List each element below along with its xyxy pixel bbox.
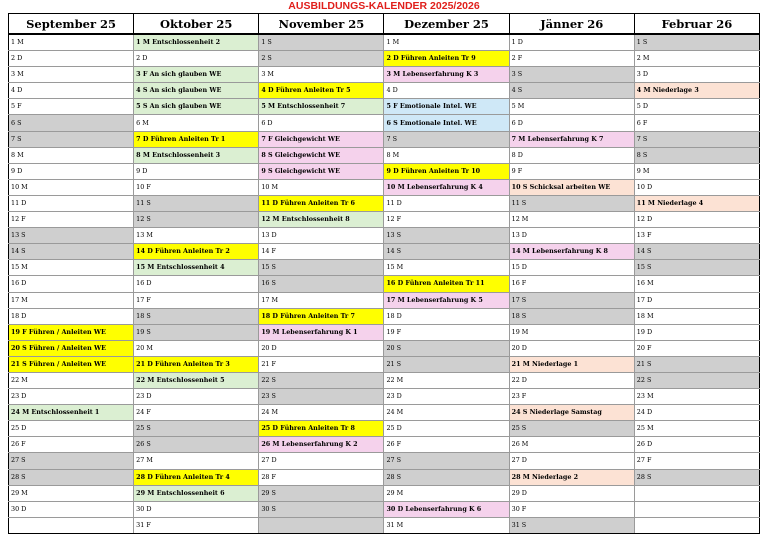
day-cell: 29 M Entschlossenheit 6 <box>134 485 259 501</box>
day-cell: 7 D Führen Anleiten Tr 1 <box>134 131 259 147</box>
day-cell: 27 S <box>9 453 134 469</box>
day-cell: 15 M <box>384 260 509 276</box>
day-cell: 18 S <box>134 308 259 324</box>
day-cell: 26 F <box>9 437 134 453</box>
day-cell: 25 S <box>509 421 634 437</box>
day-cell: 21 M Niederlage 1 <box>509 356 634 372</box>
day-cell: 24 S Niederlage Samstag <box>509 405 634 421</box>
calendar-title: AUSBILDUNGS-KALENDER 2025/2026 <box>288 0 480 12</box>
day-cell: 25 M <box>634 421 759 437</box>
calendar-row <box>9 179 760 195</box>
day-cell: 9 D Führen Anleiten Tr 10 <box>384 163 509 179</box>
day-cell: 10 S Schicksal arbeiten WE <box>509 179 634 195</box>
calendar-row <box>9 195 760 211</box>
day-cell: 6 M <box>134 115 259 131</box>
day-cell: 8 S Gleichgewicht WE <box>259 147 384 163</box>
calendar-row <box>9 453 760 469</box>
calendar-table <box>8 13 760 534</box>
day-cell: 7 S <box>384 131 509 147</box>
day-cell: 18 M <box>634 308 759 324</box>
day-cell: 25 D Führen Anleiten Tr 8 <box>259 421 384 437</box>
day-cell: 11 D <box>384 195 509 211</box>
day-cell: 8 D <box>509 147 634 163</box>
day-cell: 24 F <box>134 405 259 421</box>
day-cell: 31 S <box>509 517 634 533</box>
day-cell: 17 S <box>509 292 634 308</box>
day-cell: 21 F <box>259 356 384 372</box>
day-cell: 6 S <box>9 115 134 131</box>
day-cell: 26 F <box>384 437 509 453</box>
day-cell: 7 S <box>634 131 759 147</box>
day-cell: 23 M <box>634 389 759 405</box>
day-cell: 13 M <box>134 228 259 244</box>
day-cell: 4 D <box>384 83 509 99</box>
day-cell: 16 F <box>509 276 634 292</box>
day-cell: 19 F <box>384 324 509 340</box>
day-cell: 14 S <box>634 244 759 260</box>
day-cell: 27 S <box>384 453 509 469</box>
day-cell: 11 S <box>134 195 259 211</box>
day-cell: 9 M <box>634 163 759 179</box>
day-cell: 18 D <box>384 308 509 324</box>
day-cell: 11 M Niederlage 4 <box>634 195 759 211</box>
day-cell: 1 M <box>384 34 509 51</box>
day-cell: 25 S <box>134 421 259 437</box>
day-cell: 29 M <box>384 485 509 501</box>
day-cell: 17 D <box>634 292 759 308</box>
day-cell: 28 D Führen Anleiten Tr 4 <box>134 469 259 485</box>
day-cell: 28 M Niederlage 2 <box>509 469 634 485</box>
calendar-row <box>9 308 760 324</box>
calendar-row <box>9 147 760 163</box>
day-cell: 11 D Führen Anleiten Tr 6 <box>259 195 384 211</box>
day-cell: 13 S <box>9 228 134 244</box>
day-cell: 5 F Emotionale Intel. WE <box>384 99 509 115</box>
day-cell: 17 M <box>259 292 384 308</box>
day-cell: 26 M <box>509 437 634 453</box>
day-cell: 7 F Gleichgewicht WE <box>259 131 384 147</box>
calendar-row <box>9 356 760 372</box>
day-cell: 16 D <box>134 276 259 292</box>
day-cell <box>259 517 384 533</box>
day-cell: 14 S <box>9 244 134 260</box>
day-cell: 2 D Führen Anleiten Tr 9 <box>384 51 509 67</box>
day-cell: 29 M <box>9 485 134 501</box>
day-cell: 8 M <box>9 147 134 163</box>
day-cell: 31 M <box>384 517 509 533</box>
day-cell: 14 F <box>259 244 384 260</box>
day-cell: 15 S <box>634 260 759 276</box>
day-cell: 4 M Niederlage 3 <box>634 83 759 99</box>
day-cell: 26 D <box>634 437 759 453</box>
day-cell: 10 M <box>259 179 384 195</box>
day-cell: 15 S <box>259 260 384 276</box>
day-cell: 13 D <box>509 228 634 244</box>
day-cell: 7 S <box>9 131 134 147</box>
day-cell: 2 D <box>9 51 134 67</box>
day-cell: 15 M Entschlossenheit 4 <box>134 260 259 276</box>
day-cell: 4 D Führen Anleiten Tr 5 <box>259 83 384 99</box>
day-cell: 2 D <box>134 51 259 67</box>
day-cell: 14 M Lebenserfahrung K 8 <box>509 244 634 260</box>
day-cell: 19 F Führen / Anleiten WE <box>9 324 134 340</box>
day-cell: 31 F <box>134 517 259 533</box>
day-cell: 26 M Lebenserfahrung K 2 <box>259 437 384 453</box>
day-cell: 30 S <box>259 501 384 517</box>
day-cell: 6 S Emotionale Intel. WE <box>384 115 509 131</box>
day-cell: 28 S <box>634 469 759 485</box>
day-cell: 23 S <box>259 389 384 405</box>
day-cell: 18 S <box>509 308 634 324</box>
calendar-row <box>9 324 760 340</box>
day-cell: 1 S <box>259 34 384 51</box>
day-cell: 5 M <box>509 99 634 115</box>
day-cell: 19 D <box>634 324 759 340</box>
day-cell <box>634 517 759 533</box>
day-cell: 22 M <box>9 372 134 388</box>
day-cell: 1 S <box>634 34 759 51</box>
day-cell: 6 F <box>634 115 759 131</box>
month-header: Jänner 26 <box>509 14 634 35</box>
day-cell: 22 D <box>509 372 634 388</box>
day-cell: 23 D <box>134 389 259 405</box>
day-cell <box>9 517 134 533</box>
day-cell: 10 F <box>134 179 259 195</box>
day-cell: 3 D <box>634 67 759 83</box>
day-cell: 11 D <box>9 195 134 211</box>
day-cell: 13 D <box>259 228 384 244</box>
day-cell: 24 D <box>634 405 759 421</box>
day-cell: 8 S <box>634 147 759 163</box>
day-cell: 5 M Entschlossenheit 7 <box>259 99 384 115</box>
day-cell: 9 D <box>134 163 259 179</box>
day-cell: 12 D <box>634 212 759 228</box>
calendar-row <box>9 372 760 388</box>
day-cell: 1 D <box>509 34 634 51</box>
day-cell: 20 S <box>384 340 509 356</box>
month-header: Februar 26 <box>634 14 759 35</box>
calendar-row <box>9 99 760 115</box>
day-cell: 12 F <box>9 212 134 228</box>
day-cell: 7 M Lebenserfahrung K 7 <box>509 131 634 147</box>
day-cell: 6 D <box>509 115 634 131</box>
day-cell: 16 D <box>9 276 134 292</box>
day-cell: 22 M Entschlossenheit 5 <box>134 372 259 388</box>
calendar-row <box>9 292 760 308</box>
day-cell: 4 D <box>9 83 134 99</box>
month-header: Dezember 25 <box>384 14 509 35</box>
day-cell: 12 M <box>509 212 634 228</box>
day-cell: 28 F <box>259 469 384 485</box>
calendar-row <box>9 67 760 83</box>
day-cell: 18 D Führen Anleiten Tr 7 <box>259 308 384 324</box>
month-header: Oktober 25 <box>134 14 259 35</box>
day-cell: 27 F <box>634 453 759 469</box>
day-cell: 3 S <box>509 67 634 83</box>
calendar-row <box>9 115 760 131</box>
day-cell: 17 M Lebenserfahrung K 5 <box>384 292 509 308</box>
day-cell: 19 M <box>509 324 634 340</box>
day-cell: 2 M <box>634 51 759 67</box>
day-cell: 19 M Lebenserfahrung K 1 <box>259 324 384 340</box>
day-cell: 27 M <box>134 453 259 469</box>
day-cell: 30 D <box>9 501 134 517</box>
day-cell: 12 M Entschlossenheit 8 <box>259 212 384 228</box>
day-cell: 11 S <box>509 195 634 211</box>
day-cell: 24 M <box>259 405 384 421</box>
day-cell: 20 F <box>634 340 759 356</box>
day-cell: 20 D <box>509 340 634 356</box>
day-cell: 2 S <box>259 51 384 67</box>
day-cell: 25 D <box>9 421 134 437</box>
calendar-row <box>9 276 760 292</box>
day-cell: 3 M <box>259 67 384 83</box>
day-cell: 12 F <box>384 212 509 228</box>
day-cell: 13 S <box>384 228 509 244</box>
day-cell: 23 F <box>509 389 634 405</box>
day-cell: 9 S Gleichgewicht WE <box>259 163 384 179</box>
calendar-row <box>9 437 760 453</box>
day-cell: 25 D <box>384 421 509 437</box>
day-cell: 1 M Entschlossenheit 2 <box>134 34 259 51</box>
day-cell: 30 D Lebenserfahrung K 6 <box>384 501 509 517</box>
day-cell: 8 M Entschlossenheit 3 <box>134 147 259 163</box>
day-cell: 6 D <box>259 115 384 131</box>
day-cell: 23 D <box>9 389 134 405</box>
day-cell <box>634 485 759 501</box>
day-cell: 21 S Führen / Anleiten WE <box>9 356 134 372</box>
calendar-row <box>9 517 760 533</box>
day-cell: 9 D <box>9 163 134 179</box>
calendar-row <box>9 469 760 485</box>
day-cell: 15 D <box>509 260 634 276</box>
calendar-row <box>9 485 760 501</box>
calendar-row <box>9 260 760 276</box>
day-cell: 5 D <box>634 99 759 115</box>
day-cell: 26 S <box>134 437 259 453</box>
day-cell: 24 M Entschlossenheit 1 <box>9 405 134 421</box>
day-cell: 23 D <box>384 389 509 405</box>
day-cell: 29 D <box>509 485 634 501</box>
calendar-row <box>9 501 760 517</box>
day-cell: 3 F An sich glauben WE <box>134 67 259 83</box>
month-header: November 25 <box>259 14 384 35</box>
day-cell: 16 S <box>259 276 384 292</box>
day-cell: 17 F <box>134 292 259 308</box>
calendar-row <box>9 421 760 437</box>
day-cell: 16 D Führen Anleiten Tr 11 <box>384 276 509 292</box>
day-cell: 20 D <box>259 340 384 356</box>
day-cell: 21 S <box>634 356 759 372</box>
calendar-row <box>9 389 760 405</box>
day-cell: 12 S <box>134 212 259 228</box>
day-cell: 10 M <box>9 179 134 195</box>
day-cell: 4 S An sich glauben WE <box>134 83 259 99</box>
calendar-row <box>9 34 760 51</box>
day-cell: 22 S <box>259 372 384 388</box>
day-cell: 14 D Führen Anleiten Tr 2 <box>134 244 259 260</box>
calendar-row <box>9 131 760 147</box>
day-cell: 28 S <box>384 469 509 485</box>
day-cell: 29 S <box>259 485 384 501</box>
day-cell: 22 S <box>634 372 759 388</box>
day-cell: 17 M <box>9 292 134 308</box>
day-cell: 15 M <box>9 260 134 276</box>
day-cell: 10 D <box>634 179 759 195</box>
day-cell: 27 D <box>509 453 634 469</box>
day-cell: 21 S <box>384 356 509 372</box>
day-cell <box>634 501 759 517</box>
day-cell: 28 S <box>9 469 134 485</box>
day-cell: 14 S <box>384 244 509 260</box>
day-cell: 24 M <box>384 405 509 421</box>
day-cell: 8 M <box>384 147 509 163</box>
day-cell: 22 M <box>384 372 509 388</box>
day-cell: 4 S <box>509 83 634 99</box>
day-cell: 5 S An sich glauben WE <box>134 99 259 115</box>
day-cell: 16 M <box>634 276 759 292</box>
month-header-row <box>9 14 760 35</box>
day-cell: 20 S Führen / Anleiten WE <box>9 340 134 356</box>
day-cell: 21 D Führen Anleiten Tr 3 <box>134 356 259 372</box>
day-cell: 18 D <box>9 308 134 324</box>
month-header: September 25 <box>9 14 134 35</box>
calendar-row <box>9 163 760 179</box>
day-cell: 3 M <box>9 67 134 83</box>
calendar-row <box>9 244 760 260</box>
day-cell: 13 F <box>634 228 759 244</box>
day-cell: 5 F <box>9 99 134 115</box>
day-cell: 3 M Lebenserfahrung K 3 <box>384 67 509 83</box>
calendar-row <box>9 51 760 67</box>
day-cell: 9 F <box>509 163 634 179</box>
day-cell: 10 M Lebenserfahrung K 4 <box>384 179 509 195</box>
calendar-row <box>9 340 760 356</box>
day-cell: 30 D <box>134 501 259 517</box>
calendar-row <box>9 405 760 421</box>
calendar-row <box>9 83 760 99</box>
day-cell: 20 M <box>134 340 259 356</box>
day-cell: 1 M <box>9 34 134 51</box>
calendar-row <box>9 228 760 244</box>
day-cell: 27 D <box>259 453 384 469</box>
day-cell: 19 S <box>134 324 259 340</box>
day-cell: 30 F <box>509 501 634 517</box>
calendar-row <box>9 212 760 228</box>
day-cell: 2 F <box>509 51 634 67</box>
